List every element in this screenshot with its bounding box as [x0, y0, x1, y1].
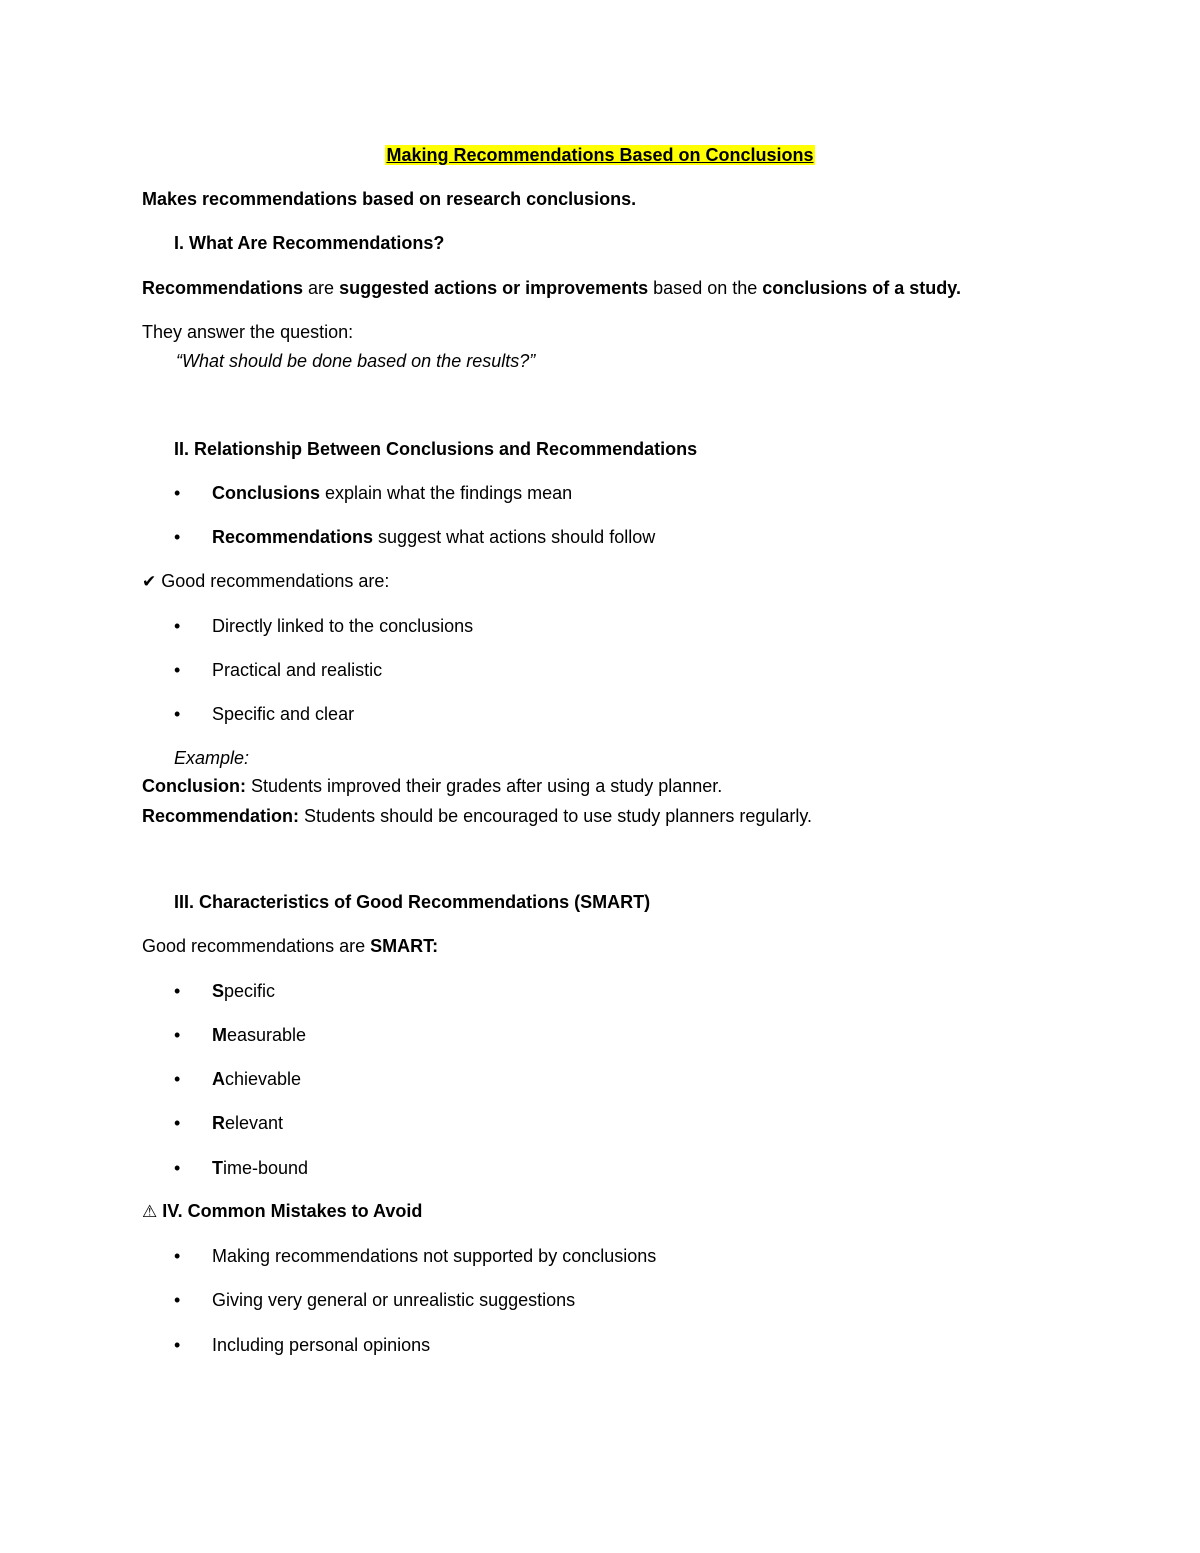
section4-heading-line — [142, 1200, 422, 1223]
bullet-glyph: • — [174, 704, 181, 724]
bullet-glyph: • — [174, 1069, 181, 1089]
definition-are: are — [303, 278, 340, 298]
example-recommendation-text: Students should be encouraged to use study planners regularly. — [299, 806, 813, 826]
smart-letter: A — [212, 1069, 225, 1089]
definition-term: Recommendations — [142, 278, 304, 298]
bullet-glyph: • — [174, 483, 181, 503]
definition-based: based on the — [648, 278, 763, 298]
section1-heading: I. What Are Recommendations? — [174, 233, 445, 253]
smart-rest: elevant — [225, 1113, 284, 1133]
bullet-glyph: • — [174, 1025, 181, 1045]
example-label: Example: — [174, 748, 250, 768]
list-item-text: suggest what actions should follow — [373, 527, 656, 547]
example-recommendation-label: Recommendation: — [142, 806, 300, 826]
good-recommendations-line — [142, 570, 389, 593]
list-item-text: explain what the findings mean — [320, 483, 573, 503]
good-recommendations-label: Good recommendations are: — [161, 571, 390, 591]
section2-heading: II. Relationship Between Conclusions and Recommendations — [174, 439, 698, 459]
bullet-glyph: • — [174, 1335, 181, 1355]
question-lead: They answer the question: — [142, 322, 354, 342]
document-title — [0, 144, 1200, 166]
bullet-glyph: • — [174, 527, 181, 547]
list-item-term: Recommendations — [212, 527, 374, 547]
bullet-glyph: • — [174, 660, 181, 680]
title-highlight: Making Recommendations Based on Conclusions — [386, 145, 814, 165]
bullet-glyph: • — [174, 1158, 181, 1178]
bullet-glyph: • — [174, 1290, 181, 1310]
list-item — [212, 526, 655, 548]
intro-line: Makes recommendations based on research conclusions. — [142, 189, 637, 209]
example-conclusion — [142, 775, 722, 797]
question-quote: “What should be done based on the results?” — [176, 351, 536, 371]
list-item: Specific and clear — [212, 704, 355, 724]
warning-icon: ⚠ — [142, 1202, 158, 1222]
list-item: Making recommendations not supported by conclusions — [212, 1246, 657, 1266]
list-item — [212, 980, 275, 1002]
section3-heading: III. Characteristics of Good Recommendations (SMART) — [174, 892, 651, 912]
smart-letter: R — [212, 1113, 225, 1133]
bullet-glyph: • — [174, 616, 181, 636]
list-item: Directly linked to the conclusions — [212, 616, 474, 636]
list-item: Giving very general or unrealistic suggestions — [212, 1290, 576, 1310]
list-item — [212, 1157, 308, 1179]
list-item: Practical and realistic — [212, 660, 383, 680]
bullet-glyph: • — [174, 1113, 181, 1133]
list-item: Including personal opinions — [212, 1335, 431, 1355]
smart-lead-text: Good recommendations are — [142, 936, 371, 956]
example-recommendation — [142, 805, 812, 827]
smart-rest: ime-bound — [223, 1158, 309, 1178]
smart-lead — [142, 935, 438, 957]
list-item — [212, 1024, 306, 1046]
bullet-glyph: • — [174, 981, 181, 1001]
list-item — [212, 482, 572, 504]
example-conclusion-label: Conclusion: — [142, 776, 246, 796]
list-item-term: Conclusions — [212, 483, 321, 503]
smart-letter: T — [212, 1158, 223, 1178]
list-item — [212, 1112, 283, 1134]
smart-rest: pecific — [224, 981, 276, 1001]
smart-letter: S — [212, 981, 225, 1001]
list-item — [212, 1068, 301, 1090]
definition-conclusions: conclusions of a study. — [762, 278, 961, 298]
section4-heading: IV. Common Mistakes to Avoid — [162, 1201, 423, 1221]
smart-rest: easurable — [227, 1025, 307, 1045]
smart-lead-bold: SMART: — [370, 936, 439, 956]
bullet-glyph: • — [174, 1246, 181, 1266]
example-conclusion-text: Students improved their grades after using a study planner. — [246, 776, 723, 796]
smart-rest: chievable — [225, 1069, 302, 1089]
definition-actions: suggested actions or improvements — [339, 278, 649, 298]
smart-letter: M — [212, 1025, 227, 1045]
definition-line — [142, 277, 961, 299]
checkmark-icon: ✔ — [142, 572, 157, 592]
